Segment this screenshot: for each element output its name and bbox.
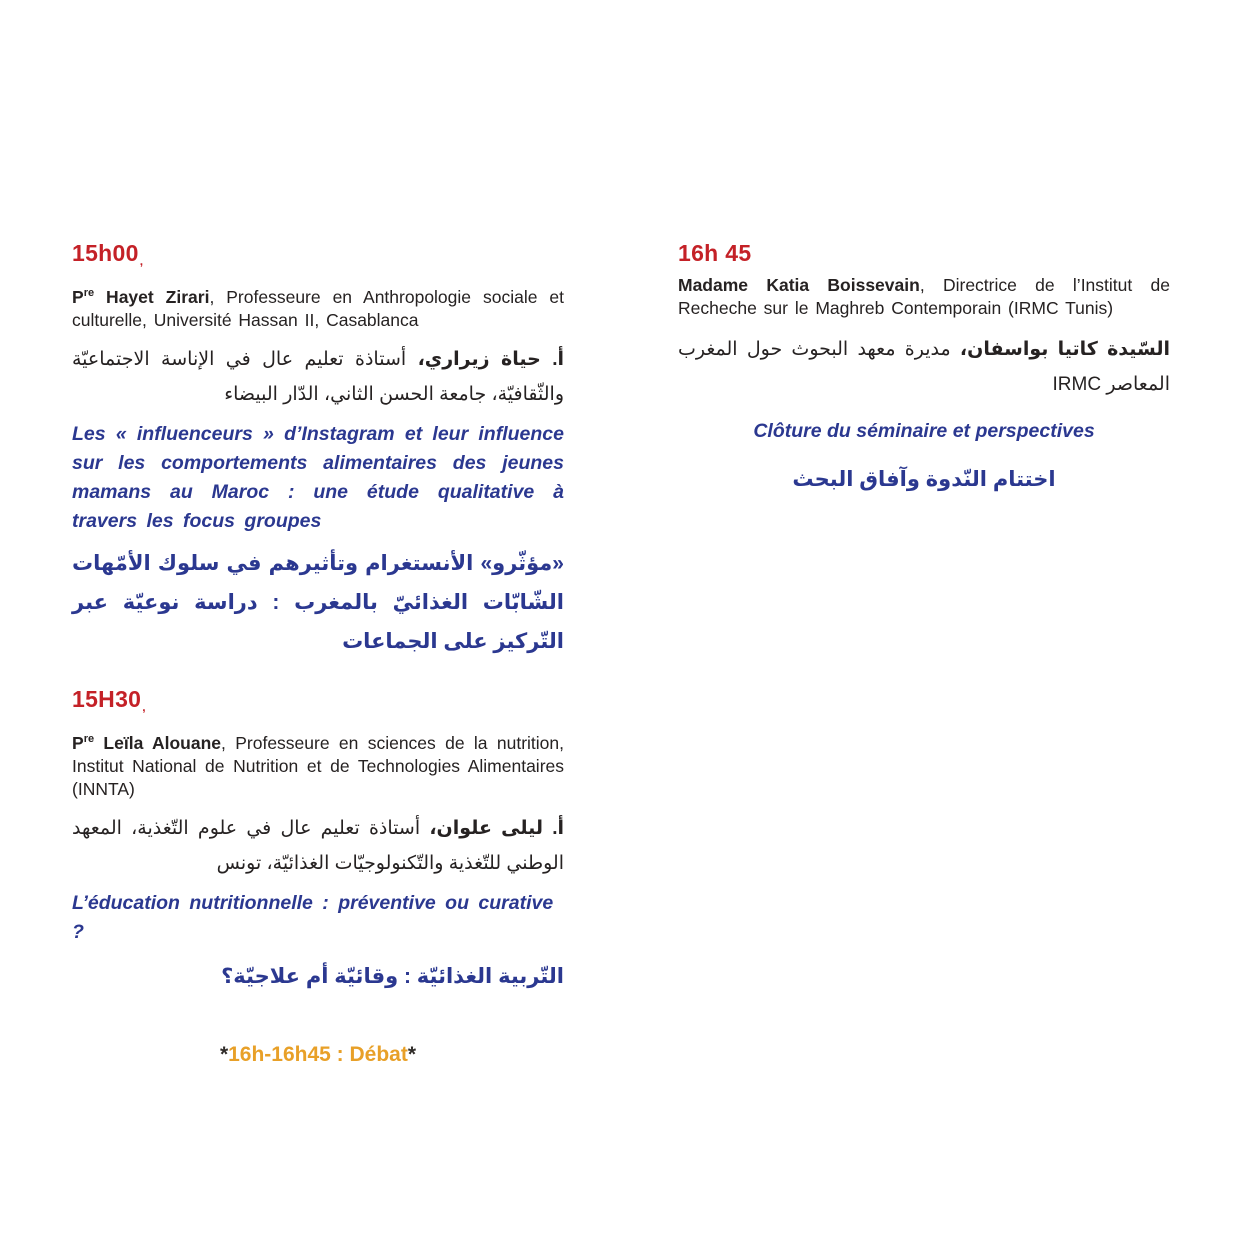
time-mark: , bbox=[139, 254, 144, 268]
time-label: 15h00 bbox=[72, 240, 139, 266]
speaker-name: Madame Katia Boissevain bbox=[678, 275, 920, 295]
speaker-name-arabic: أ. ليلى علوان، bbox=[429, 817, 565, 839]
session-16h45 bbox=[678, 241, 1170, 496]
speaker-affiliation: , Professeure en sciences de la nutrition, Institut National de Nutrition et de Technologies Alimentaires (INNTA) bbox=[72, 732, 564, 799]
asterisk-right: * bbox=[407, 1042, 417, 1066]
session-time bbox=[678, 241, 1170, 265]
speaker-affiliation: , Professeure en Anthropologie sociale et culturelle, Université Hassan II, Casablanca bbox=[72, 286, 564, 330]
speaker-title-sup: re bbox=[83, 732, 95, 745]
speaker-affiliation-arabic: أستاذة تعليم عال في الإناسة الاجتماعيّة والثّقافيّة، جامعة الحسن الثاني، الدّار البيضاء bbox=[72, 348, 564, 405]
left-column bbox=[72, 241, 564, 1068]
talk-title-ar: «مؤثّرو» الأنستغرام وتأثيرهم في سلوك الأمّهات الشّابّات الغذائيّ بالمغرب : دراسة نوعيّة عبر التّركيز على الجماعات bbox=[72, 551, 564, 653]
debate-label: 16h-16h45 : Débat bbox=[228, 1042, 408, 1066]
talk-title-fr: Les « influenceurs » d’Instagram et leur influence sur les comportements alimentaires des jeunes mamans au Maroc : une étude qualitative à travers les focus groupes bbox=[72, 422, 564, 532]
speaker-title-prefix: P bbox=[72, 732, 84, 753]
speaker-ar bbox=[678, 332, 1170, 402]
speaker-name-arabic: السّيدة كاتيا بواسفان، bbox=[959, 339, 1170, 360]
speaker-ar bbox=[72, 342, 564, 412]
speaker-name: Leïla Alouane bbox=[94, 732, 222, 753]
talk-title-fr: L’éducation nutritionnelle : préventive ou curative ? bbox=[72, 891, 554, 943]
session-15h00 bbox=[72, 241, 564, 661]
speaker-ar-line2: المعاصر IRMC bbox=[1052, 374, 1170, 395]
time-label: 16h 45 bbox=[678, 240, 752, 266]
speaker-fr bbox=[72, 728, 564, 801]
session-time bbox=[72, 687, 564, 719]
speaker-fr bbox=[72, 282, 564, 332]
session-15h30 bbox=[72, 687, 564, 996]
speaker-fr bbox=[678, 274, 1170, 320]
speaker-name: Hayet Zirari bbox=[94, 286, 210, 307]
time-label: 15H30 bbox=[72, 685, 142, 712]
right-column bbox=[678, 241, 1170, 496]
closing-title-fr: Clôture du séminaire et perspectives bbox=[753, 420, 1095, 442]
closing-title-ar: اختتام النّدوة وآفاق البحث bbox=[792, 468, 1056, 491]
speaker-affiliation-arabic: أستاذة تعليم عال في علوم التّغذية، المعهد الوطني للتّغذية والتّكنولوجيّات الغذائيّة، تونس bbox=[72, 817, 564, 874]
speaker-ar bbox=[72, 811, 564, 881]
debate-slot bbox=[72, 1042, 564, 1068]
speaker-title-prefix: P bbox=[72, 286, 84, 307]
speaker-name-arabic: أ. حياة زيراري، bbox=[417, 348, 564, 370]
speaker-affiliation-arabic: مديرة معهد البحوث حول المغرب bbox=[678, 339, 960, 360]
session-time bbox=[72, 241, 564, 273]
talk-title-ar: التّربية الغذائيّة : وقائيّة أم علاجيّة؟ bbox=[221, 964, 564, 988]
speaker-affiliation: , Directrice de l’Institut de Recheche sur le Maghreb Contemporain (IRMC Tunis) bbox=[678, 275, 1170, 318]
speaker-title-sup: re bbox=[83, 287, 95, 299]
speaker-ar-line1 bbox=[678, 332, 1170, 367]
time-mark: , bbox=[142, 699, 146, 714]
asterisk-left: * bbox=[219, 1042, 229, 1066]
